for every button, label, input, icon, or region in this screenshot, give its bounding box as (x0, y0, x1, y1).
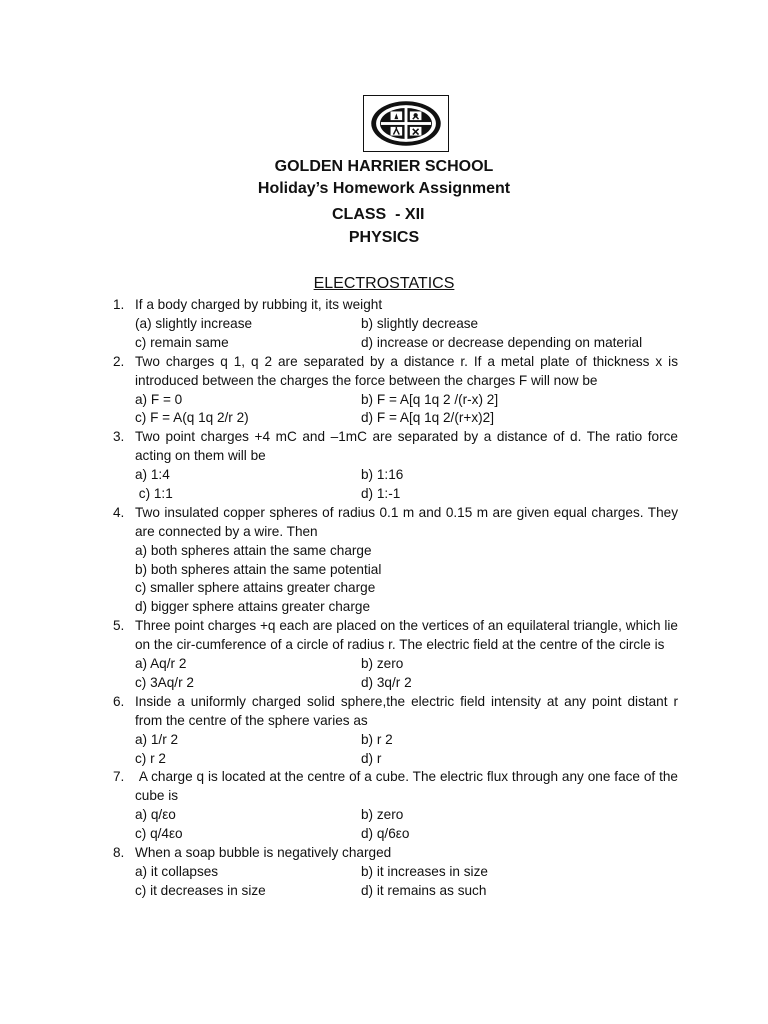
option-c: c) q/4εo (135, 826, 183, 842)
question-8 (0, 844, 768, 901)
option-b: b) zero (361, 807, 404, 823)
option-row (0, 542, 768, 561)
class-label: CLASS - XII (332, 206, 425, 223)
question-text: If a body charged by rubbing it, its weight (135, 297, 383, 312)
question-text: Two insulated copper spheres of radius 0.1 m and 0.15 m are given equal charges. They are connected by a wire. Then (135, 504, 678, 539)
option-a: (a) slightly increase (135, 315, 253, 331)
option-d: d) q/6εo (361, 826, 410, 842)
option-b: b) r 2 (361, 731, 393, 747)
option-row (0, 579, 768, 598)
option-row (0, 409, 768, 428)
option-c: c) F = A(q 1q 2/r 2) (135, 410, 249, 426)
option-b: b) slightly decrease (361, 315, 479, 331)
school-name: GOLDEN HARRIER SCHOOL (274, 158, 494, 175)
option-a: a) 1:4 (135, 467, 170, 483)
question-text: Two point charges +4 mC and –1mC are separated by a distance of d. The ratio force acting on them will be (135, 429, 678, 464)
question-4 (0, 504, 768, 617)
option-row (0, 598, 768, 617)
option-d: d) increase or decrease depending on material (361, 334, 643, 350)
option-b: b) zero (361, 656, 404, 672)
option-row (0, 882, 768, 901)
option-c: c) r 2 (135, 750, 166, 766)
subject-label: PHYSICS (348, 229, 420, 246)
question-6 (0, 693, 768, 769)
option-d: d) F = A[q 1q 2/(r+x)2] (361, 410, 494, 426)
question-text: When a soap bubble is negatively charged (135, 845, 392, 861)
option-d: d) 1:-1 (361, 485, 401, 501)
question-number: 8. (113, 845, 125, 861)
option-b: b) 1:16 (361, 467, 404, 483)
question-7 (0, 768, 768, 844)
option-d: d) 3q/r 2 (361, 674, 412, 690)
option-c: c) 3Aq/r 2 (135, 674, 194, 690)
option-c: c) remain same (135, 334, 229, 350)
question-text: Inside a uniformly charged solid sphere,the electric field intensity at any point distant r from the centre of the sphere varies as (135, 693, 678, 728)
option-c: c) it decreases in size (135, 882, 266, 898)
option-row (0, 334, 768, 353)
question-number: 5. (113, 618, 125, 634)
question-text: Two charges q 1, q 2 are separated by a distance r. If a metal plate of thickness x is introduced between the charges the force between the charges F will now be (135, 353, 678, 388)
option-row (0, 863, 768, 882)
option-row (0, 315, 768, 334)
question-3 (0, 428, 768, 504)
option-row (0, 806, 768, 825)
option-row (0, 485, 768, 504)
option-b: b) F = A[q 1q 2 /(r-x) 2] (361, 391, 499, 407)
option-a: a) both spheres attain the same charge (135, 542, 372, 558)
school-logo (363, 95, 449, 152)
option-c: c) smaller sphere attains greater charge (135, 580, 376, 596)
option-a: a) it collapses (135, 863, 219, 879)
question-5 (0, 617, 768, 693)
option-b: b) it increases in size (361, 863, 488, 879)
question-number: 3. (113, 429, 125, 445)
option-row (0, 655, 768, 674)
question-number: 1. (113, 297, 125, 312)
question-number: 7. (113, 769, 125, 785)
question-text: A charge q is located at the centre of a cube. The electric flux through any one face of the cube is (135, 769, 682, 804)
option-a: a) F = 0 (135, 391, 183, 407)
option-row (0, 731, 768, 750)
option-a: a) Aq/r 2 (135, 656, 187, 672)
question-number: 4. (113, 504, 125, 520)
question-number: 2. (113, 353, 125, 369)
option-row (0, 825, 768, 844)
option-row (0, 750, 768, 769)
question-text: Three point charges +q each are placed on the vertices of an equilateral triangle, which lie on the cir-cumference of a circle of radius r. The electric field at the centre of the circle is (135, 618, 678, 653)
option-a: a) 1/r 2 (135, 731, 179, 747)
topic-title: ELECTROSTATICS (313, 275, 455, 292)
assignment-title: Holiday’s Homework Assignment (257, 180, 511, 197)
option-row (0, 674, 768, 693)
question-1 (0, 296, 768, 353)
option-d: d) it remains as such (361, 882, 487, 898)
question-list (0, 296, 768, 901)
option-row (0, 466, 768, 485)
option-c: c) 1:1 (135, 485, 173, 501)
option-a: a) q/εo (135, 807, 176, 823)
option-d: d) r (361, 750, 382, 766)
option-d: d) bigger sphere attains greater charge (135, 599, 371, 615)
question-number: 6. (113, 693, 125, 709)
option-row (0, 561, 768, 580)
school-crest-icon (364, 96, 448, 151)
question-2 (0, 353, 768, 429)
option-row (0, 391, 768, 410)
option-b: b) both spheres attain the same potential (135, 561, 382, 577)
